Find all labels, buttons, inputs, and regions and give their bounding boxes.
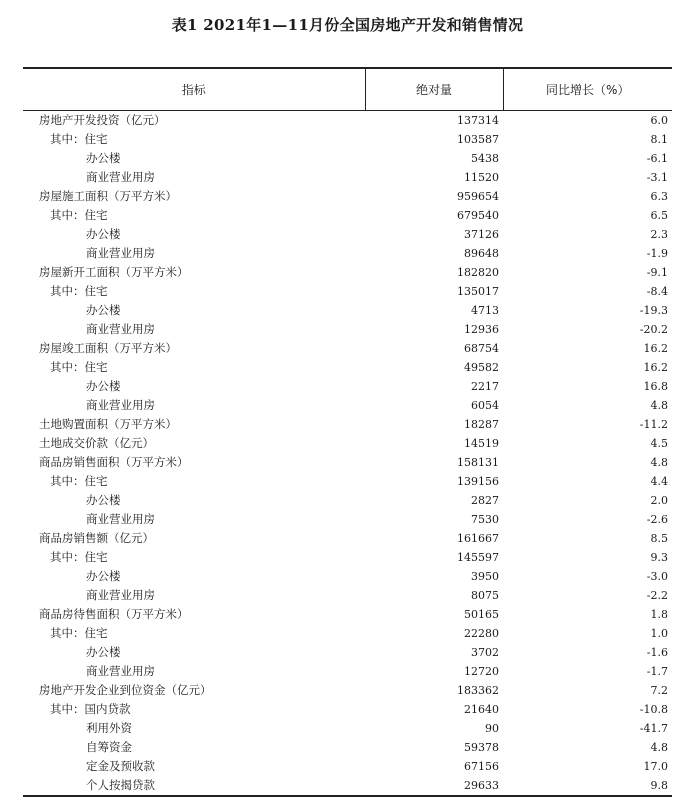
table-row	[23, 548, 672, 567]
row-indicator-label: 商业营业用房	[86, 663, 155, 678]
row-absolute-value: 679540	[457, 208, 499, 222]
header-absolute-value: 绝对量	[365, 68, 503, 110]
row-yoy-growth: 6.3	[650, 189, 668, 203]
row-absolute-value: 3702	[471, 645, 499, 659]
row-absolute-value: 11520	[464, 170, 499, 184]
header-indicator: 指标	[23, 68, 365, 110]
row-indicator-label: 其中：住宅	[50, 359, 108, 374]
table-row	[23, 776, 672, 796]
table-row	[23, 415, 672, 434]
row-indicator-label: 办公楼	[86, 378, 121, 393]
table-row	[23, 681, 672, 700]
row-yoy-growth: 9.8	[503, 776, 672, 796]
table-row	[23, 700, 672, 719]
row-absolute-value: 5438	[471, 151, 499, 165]
row-indicator-label: 其中：住宅	[50, 283, 108, 298]
table-row	[23, 339, 672, 358]
row-absolute-value: 37126	[464, 227, 499, 241]
table-row	[23, 282, 672, 301]
row-yoy-growth: 8.5	[650, 531, 668, 545]
row-yoy-growth: -3.0	[646, 569, 668, 583]
row-yoy-growth: -2.6	[646, 512, 668, 526]
row-indicator-label: 办公楼	[86, 644, 121, 659]
table-body	[23, 110, 672, 796]
row-absolute-value: 139156	[457, 474, 499, 488]
table-row	[23, 130, 672, 149]
row-yoy-growth: 1.0	[650, 626, 668, 640]
header-yoy-growth: 同比增长（%）	[503, 68, 672, 110]
row-absolute-value: 68754	[464, 341, 499, 355]
table-row	[23, 510, 672, 529]
row-yoy-growth: 9.3	[650, 550, 668, 564]
row-indicator-label: 土地购置面积（万平方米）	[39, 416, 177, 431]
row-indicator-label: 房地产开发投资（亿元）	[39, 112, 166, 127]
row-yoy-growth: -9.1	[646, 265, 668, 279]
row-indicator-label: 房屋新开工面积（万平方米）	[39, 264, 189, 279]
row-yoy-growth: 16.2	[643, 360, 668, 374]
table-row	[23, 643, 672, 662]
row-yoy-growth: -1.6	[646, 645, 668, 659]
row-yoy-growth: -10.8	[639, 702, 668, 716]
table-row	[23, 377, 672, 396]
row-yoy-growth: 4.8	[650, 740, 668, 754]
table-row	[23, 719, 672, 738]
row-absolute-value: 67156	[464, 759, 499, 773]
row-absolute-value: 50165	[464, 607, 499, 621]
row-yoy-growth: -41.7	[639, 721, 668, 735]
row-yoy-growth: 4.5	[650, 436, 668, 450]
row-absolute-value: 4713	[471, 303, 499, 317]
row-absolute-value: 12936	[464, 322, 499, 336]
row-absolute-value: 183362	[457, 683, 499, 697]
row-yoy-growth: 8.1	[650, 132, 668, 146]
row-absolute-value: 90	[485, 721, 499, 735]
row-indicator-label: 办公楼	[86, 492, 121, 507]
row-absolute-value: 2217	[471, 379, 499, 393]
row-yoy-growth: 17.0	[643, 759, 668, 773]
row-indicator-label: 房地产开发企业到位资金（亿元）	[39, 682, 212, 697]
table-row	[23, 662, 672, 681]
row-indicator-label: 商业营业用房	[86, 397, 155, 412]
row-yoy-growth: 16.2	[643, 341, 668, 355]
row-indicator-label: 房屋竣工面积（万平方米）	[39, 340, 177, 355]
table-row	[23, 529, 672, 548]
row-absolute-value: 158131	[457, 455, 499, 469]
table-header-row	[23, 68, 672, 110]
row-yoy-growth: -11.2	[639, 417, 668, 431]
table-row	[23, 358, 672, 377]
row-absolute-value: 7530	[471, 512, 499, 526]
row-absolute-value: 161667	[457, 531, 499, 545]
row-indicator-label: 办公楼	[86, 150, 121, 165]
row-indicator-label: 办公楼	[86, 568, 121, 583]
row-yoy-growth: 2.0	[650, 493, 668, 507]
row-indicator-label: 其中：住宅	[50, 207, 108, 222]
row-indicator-label: 其中：住宅	[50, 473, 108, 488]
row-yoy-growth: -3.1	[646, 170, 668, 184]
row-yoy-growth: 16.8	[643, 379, 668, 393]
table-row	[23, 396, 672, 415]
table-row	[23, 301, 672, 320]
row-yoy-growth: -19.3	[639, 303, 668, 317]
row-indicator-label: 商业营业用房	[86, 587, 155, 602]
table-row	[23, 244, 672, 263]
table-row	[23, 586, 672, 605]
table-title: 表1 2021年1—11月份全国房地产开发和销售情况	[171, 16, 524, 34]
statistics-table	[23, 67, 672, 797]
row-yoy-growth: 6.5	[650, 208, 668, 222]
row-indicator-label: 定金及预收款	[86, 758, 155, 773]
row-yoy-growth: 4.8	[650, 455, 668, 469]
table-row	[23, 225, 672, 244]
row-absolute-value: 21640	[464, 702, 499, 716]
row-yoy-growth: 4.8	[650, 398, 668, 412]
row-yoy-growth: 2.3	[650, 227, 668, 241]
row-indicator-label: 商业营业用房	[86, 511, 155, 526]
table-row	[23, 624, 672, 643]
row-indicator-label: 利用外资	[86, 720, 132, 735]
row-yoy-growth: 1.8	[650, 607, 668, 621]
table-row	[23, 757, 672, 776]
row-yoy-growth: -8.4	[646, 284, 668, 298]
row-indicator-label: 个人按揭贷款	[23, 776, 365, 796]
row-absolute-value: 145597	[457, 550, 499, 564]
table-row	[23, 567, 672, 586]
row-yoy-growth: -20.2	[639, 322, 668, 336]
row-absolute-value: 959654	[457, 189, 499, 203]
row-yoy-growth: 6.0	[650, 113, 668, 127]
row-indicator-label: 自筹资金	[86, 739, 132, 754]
row-yoy-growth: -1.9	[646, 246, 668, 260]
row-absolute-value: 14519	[464, 436, 499, 450]
table-row	[23, 434, 672, 453]
table-row	[23, 263, 672, 282]
row-indicator-label: 商品房待售面积（万平方米）	[39, 606, 189, 621]
row-indicator-label: 其中：住宅	[50, 625, 108, 640]
row-indicator-label: 其中：住宅	[50, 549, 108, 564]
row-absolute-value: 59378	[464, 740, 499, 754]
row-indicator-label: 其中：国内贷款	[50, 701, 131, 716]
row-absolute-value: 2827	[471, 493, 499, 507]
row-indicator-label: 土地成交价款（亿元）	[39, 435, 154, 450]
row-absolute-value: 135017	[457, 284, 499, 298]
row-absolute-value: 3950	[471, 569, 499, 583]
table-row	[23, 206, 672, 225]
row-absolute-value: 182820	[457, 265, 499, 279]
row-indicator-label: 商品房销售额（亿元）	[39, 530, 154, 545]
table-row	[23, 320, 672, 339]
row-indicator-label: 办公楼	[86, 302, 121, 317]
row-yoy-growth: 7.2	[650, 683, 668, 697]
row-indicator-label: 商业营业用房	[86, 245, 155, 260]
table-row	[23, 453, 672, 472]
row-indicator-label: 商业营业用房	[86, 169, 155, 184]
row-absolute-value: 12720	[464, 664, 499, 678]
row-indicator-label: 其中：住宅	[50, 131, 108, 146]
row-absolute-value: 89648	[464, 246, 499, 260]
row-indicator-label: 商业营业用房	[86, 321, 155, 336]
row-absolute-value: 6054	[471, 398, 499, 412]
table-row	[23, 168, 672, 187]
row-indicator-label: 办公楼	[86, 226, 121, 241]
row-yoy-growth: 4.4	[650, 474, 668, 488]
row-indicator-label: 房屋施工面积（万平方米）	[39, 188, 177, 203]
row-absolute-value: 49582	[464, 360, 499, 374]
row-indicator-label: 商品房销售面积（万平方米）	[39, 454, 189, 469]
row-yoy-growth: -6.1	[646, 151, 668, 165]
table-row	[23, 491, 672, 510]
row-absolute-value: 18287	[464, 417, 499, 431]
table-row	[23, 738, 672, 757]
row-absolute-value: 137314	[457, 113, 499, 127]
row-absolute-value: 103587	[457, 132, 499, 146]
row-absolute-value: 8075	[471, 588, 499, 602]
table-row	[23, 605, 672, 624]
table-row	[23, 149, 672, 168]
row-absolute-value: 29633	[365, 776, 503, 796]
row-absolute-value: 22280	[464, 626, 499, 640]
row-yoy-growth: -2.2	[646, 588, 668, 602]
row-yoy-growth: -1.7	[646, 664, 668, 678]
table-row	[23, 187, 672, 206]
table-row	[23, 472, 672, 491]
table-row	[23, 110, 672, 130]
